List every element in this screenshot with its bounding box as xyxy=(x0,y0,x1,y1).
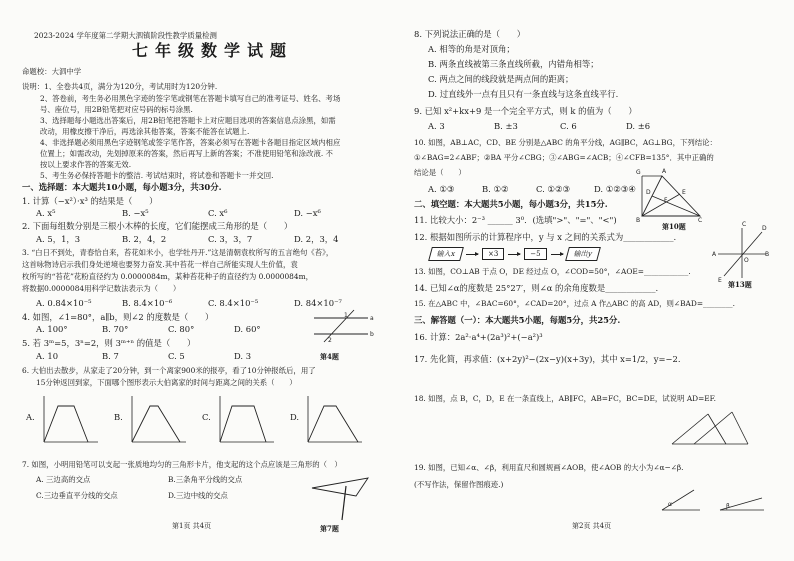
note-line: 3、选择题每小题选出答案后，用2B铅笔把答题卡上对应题目选项的答案信息点涂黑，如需 xyxy=(40,116,336,125)
graph-option-c xyxy=(214,394,276,448)
question-10-line: ①∠BAG=2∠ABF；②BA 平分∠CBG；③∠ABG=∠ACB；④∠CFB=135°．其中正确的 xyxy=(414,153,714,162)
option: B. 2，4，2 xyxy=(122,234,167,244)
flow-output: 输出y xyxy=(565,247,601,261)
question-4: 4. 如图，∠1=80°，a∥b，则∠2 的度数是（ ） xyxy=(22,312,214,322)
figure-10-caption: 第10题 xyxy=(662,222,686,231)
flow-input: 输入x xyxy=(428,247,464,261)
option: C. x⁶ xyxy=(208,208,228,218)
option: B. 70° xyxy=(102,324,129,334)
left-page xyxy=(22,0,392,561)
question-19: 19. 如图，已知∠α、∠β，利用直尺和圆规画∠AOB，使∠AOB 的大小为∠α−∠β. xyxy=(414,463,684,472)
svg-text:C: C xyxy=(742,221,747,228)
option: B. 8.4×10⁻⁶ xyxy=(122,298,173,308)
question-6-line: 15分钟返回到家，下面哪个图形表示大伯离家的时间与距离之间的关系（ ） xyxy=(36,378,297,387)
option: C. 两点之间的线段就是两点间的距离； xyxy=(428,74,574,84)
svg-text:A: A xyxy=(662,168,667,175)
graph-option-d xyxy=(302,394,364,448)
question-10: 10. 如图，AB⊥AC，CD、BE 分别是△ABC 的角平分线，AG∥BC，AG⊥BG，下列结论： xyxy=(414,138,717,147)
option: D. ①②③④ xyxy=(594,184,636,194)
flow-arrow xyxy=(466,254,478,255)
flow-step: ×3 xyxy=(482,248,504,260)
note-line: 号、座位号，用2B铅笔把对应号码的标号涂黑. xyxy=(40,105,193,114)
question-7: 7. 如图，小明用铅笔可以支起一张质地均匀的三角形卡片，他支起的这个点应该是三角形的（ ） xyxy=(22,460,342,469)
setter-school: 命题校：大泗中学 xyxy=(22,67,82,76)
figure-13-lines xyxy=(712,221,770,284)
option: C. xyxy=(202,412,211,422)
svg-text:G: G xyxy=(636,169,641,176)
note-line: 按以上要求作答的答案无效. xyxy=(40,160,132,169)
option: B. ±3 xyxy=(494,121,518,131)
question-11: 11. 比较大小：2⁻³ ______ 3⁰．(选填">"、"="、"<") xyxy=(414,215,617,225)
option: B. xyxy=(114,412,123,422)
note-line: 位置上；如需改动，先划掉原来的答案，然后再写上新的答案；不准使用铅笔和涂改液. 不 xyxy=(40,149,333,158)
svg-text:E: E xyxy=(682,189,686,196)
option: C. 5 xyxy=(168,351,185,361)
option: C. 3，3，7 xyxy=(208,234,253,244)
svg-text:D: D xyxy=(762,225,767,232)
option: A. ①③ xyxy=(428,184,455,194)
svg-text:D: D xyxy=(646,189,651,196)
option: D. xyxy=(290,412,300,422)
option: A. 相等的角是对顶角； xyxy=(428,44,515,54)
option: B. 7 xyxy=(102,351,119,361)
option: D. 60° xyxy=(234,324,261,334)
question-9: 9. 已知 x²+kx+9 是一个完全平方式，则 k 的值为（ ） xyxy=(414,106,637,116)
figure-7-caption: 第7题 xyxy=(320,524,339,533)
svg-text:C: C xyxy=(698,217,703,224)
question-14: 14. 已知∠α的度数是 25°27′，则∠α 的余角度数是____________. xyxy=(414,283,659,293)
section-heading: 二、填空题：本大题共5小题，每小题3分，共15分. xyxy=(414,199,608,209)
option: D. 84×10⁻⁷ xyxy=(294,298,342,308)
question-3-line: 枚所写的“苔花”花粉直径约为 0.0000084m，某种苔花种子的直径约为 0.0000084m， xyxy=(22,272,313,281)
svg-text:1: 1 xyxy=(344,312,348,319)
svg-text:a: a xyxy=(370,315,374,322)
page-footer: 第2页 共4页 xyxy=(572,522,612,530)
section-heading: 一、选择题：本大题共10小题，每小题3分，共30分. xyxy=(22,182,222,192)
section-heading: 三、解答题（一）：本大题共5小题，每题5分，共25分. xyxy=(414,315,621,325)
svg-text:b: b xyxy=(370,331,374,338)
graph-option-b xyxy=(126,394,188,448)
question-3-line: 这首咏物诗启示我们身处逆境也要努力奋发.其中苔花一样自己所能实现人生价值，袁 xyxy=(22,260,298,269)
option: A. 10 xyxy=(36,351,59,361)
question-19-note: (不写作法，保留作图痕迹.) xyxy=(414,480,504,489)
note-line: 说明：1、全卷共4页，满分为120分，考试用时为120分钟. xyxy=(22,82,218,91)
question-3: 3. “白日不到处，青春恰自来，苔花如米小，也学牡丹开.”这是清朝袁枚所写的五言绝句《苔》， xyxy=(22,248,334,257)
question-2: 2. 下面每组数分别是三根小木棒的长度，它们能摆成三角形的是（ ） xyxy=(22,221,293,231)
option: D.三边中线的交点 xyxy=(168,491,228,500)
option: C. 8.4×10⁻⁵ xyxy=(208,298,259,308)
svg-text:O: O xyxy=(744,257,749,264)
figure-4-parallel-lines xyxy=(314,308,374,348)
question-1: 1. 计算（−x²）·x³ 的结果是（ ） xyxy=(22,196,158,206)
option: C.三边垂直平分线的交点 xyxy=(36,491,118,500)
graph-option-a xyxy=(38,394,100,448)
figure-19-angles xyxy=(660,484,770,514)
figure-4-caption: 第4题 xyxy=(320,352,339,361)
exam-title: 七年级数学试题 xyxy=(132,41,294,60)
figure-7-triangle-on-pencil xyxy=(312,476,372,522)
page-footer: 第1页 共4页 xyxy=(172,522,212,530)
option: A. xyxy=(26,412,35,422)
option: D. −x⁶ xyxy=(294,208,321,218)
question-17: 17. 先化简，再求值：(x+2y)²−(2x−y)(x+3y)，其中 x=1/2，y=−2. xyxy=(414,354,681,364)
note-line: 5、考生务必保持答题卡的整洁. 考试结束时，将试卷和答题卡一并交回. xyxy=(40,171,274,180)
svg-text:E: E xyxy=(718,277,722,284)
right-page xyxy=(410,0,782,561)
option: B.三条角平分线的交点 xyxy=(168,475,243,484)
option: A. 0.84×10⁻⁵ xyxy=(36,298,92,308)
question-12: 12. 根据如图所示的计算程序中，y 与 x 之间的关系式为____________. xyxy=(414,232,677,242)
exam-header: 2023-2024 学年度第二学期大泗镇阶段性教学质量检测 xyxy=(34,31,217,40)
svg-text:α: α xyxy=(668,501,672,508)
question-8: 8. 下列说法正确的是（ ） xyxy=(414,29,526,39)
option: A. x⁵ xyxy=(36,208,56,218)
question-18: 18. 如图，点 B，C，D，E 在一条直线上，AB∥FC，AB=FC，BC=DE，试说明 AD=EF. xyxy=(414,394,716,403)
note-line: 改动，用橡皮擦干净后，再选涂其他答案，答案不能答在试题上. xyxy=(40,127,250,136)
option: D. ±6 xyxy=(626,121,651,131)
option: A. 3 xyxy=(428,121,445,131)
figure-18-triangles xyxy=(672,410,752,450)
option: C. ①②③ xyxy=(536,184,570,194)
option: D. 3 xyxy=(234,351,252,361)
figure-13-caption: 第13题 xyxy=(728,280,752,289)
question-16: 16. 计算：2a²·a⁴+(2a³)²+(−a²)³ xyxy=(414,332,543,342)
calculation-flowchart xyxy=(430,247,599,261)
flow-arrow xyxy=(551,254,563,255)
option: C. 80° xyxy=(168,324,195,334)
option: A. 三边高的交点 xyxy=(36,475,91,484)
option: A. 5，1，3 xyxy=(36,234,81,244)
option: B. ①② xyxy=(482,184,509,194)
question-10-line: 结论是（ ） xyxy=(414,168,466,177)
svg-text:B: B xyxy=(636,217,641,224)
option: D. 2，3，4 xyxy=(294,234,339,244)
note-line: 2、答卷前，考生务必用黑色字迹的签字笔或钢笔在答题卡填写自己的准考证号、姓名、考场 xyxy=(40,94,341,103)
option: A. 100° xyxy=(36,324,68,334)
option: C. 6 xyxy=(560,121,577,131)
svg-text:B: B xyxy=(765,251,770,258)
svg-text:F: F xyxy=(664,197,668,204)
option: B. 两条直线被第三条直线所截，内错角相等； xyxy=(428,59,599,69)
flow-step: −5 xyxy=(524,248,546,260)
svg-text:2: 2 xyxy=(328,337,332,344)
flow-arrow xyxy=(508,254,520,255)
question-15: 15. 在△ABC 中，∠BAC=60°，∠CAD=20°，过点 A 作△ABC 的高 AD，则∠BAD=________. xyxy=(414,299,735,308)
question-3-line: 将数据0.0000084用科学记数法表示为（ ） xyxy=(22,284,181,293)
note-line: 4、非选择题必须用黑色字迹钢笔或签字笔作答，答案必须写在答题卡各题目指定区域内相应 xyxy=(40,138,341,147)
svg-text:β: β xyxy=(726,503,730,510)
question-5: 5. 若 3ᵐ=5，3ⁿ=2，则 3ᵐ⁺ⁿ 的值是（ ） xyxy=(22,338,196,348)
option: B. −x⁵ xyxy=(122,208,149,218)
figure-10-triangle xyxy=(636,168,710,224)
question-6: 6. 大伯出去散步，从家走了20分钟，到一个离家900米的报亭，看了10分钟报纸后，用了 xyxy=(22,366,316,375)
svg-text:A: A xyxy=(712,251,717,258)
question-13: 13. 如图，CO⊥AB 于点 O，DE 经过点 O，∠COD=50°，∠AOE=____________. xyxy=(414,267,691,276)
option: D. 过直线外一点有且只有一条直线与这条直线平行. xyxy=(428,89,619,99)
